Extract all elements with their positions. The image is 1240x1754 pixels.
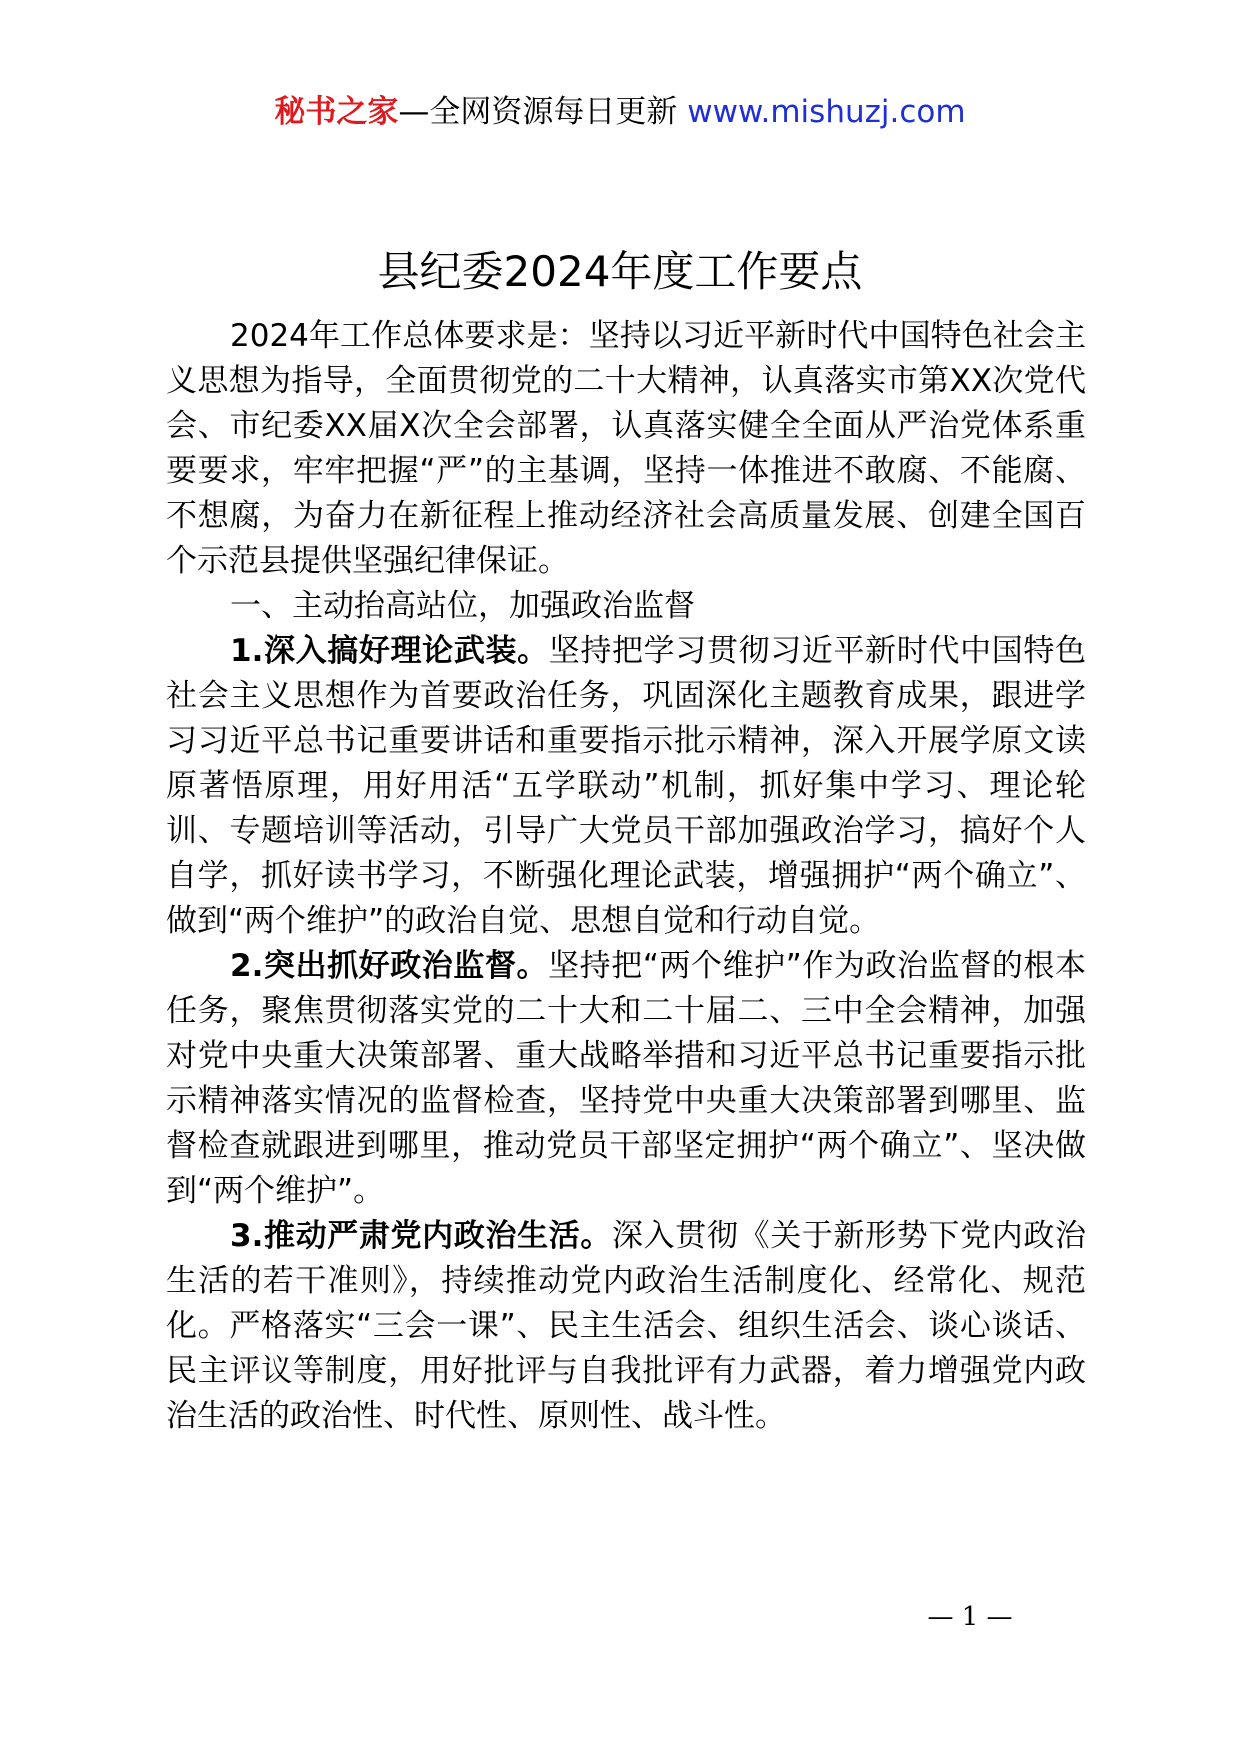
- item-lead-2: 2.突出抓好政治监督。: [230, 948, 549, 984]
- item-paragraph-2: [166, 944, 1086, 1214]
- item-lead-1: 1.深入搞好理论武装。: [230, 633, 549, 669]
- banner-url-link[interactable]: www.mishuzj.com: [687, 94, 966, 130]
- site-banner: [0, 92, 1240, 132]
- banner-slogan: —全网资源每日更新: [398, 94, 678, 130]
- section-heading: 一、主动抬高站位，加强政治监督: [230, 588, 695, 624]
- item-paragraph-3: [166, 1214, 1086, 1439]
- document-title: 县纪委2024年度工作要点: [377, 247, 863, 296]
- banner-brand: 秘书之家: [274, 94, 399, 130]
- item-text-2: 坚持把“两个维护”作为政治监督的根本任务，聚焦贯彻落实党的二十大和二十届二、三中全会精神，加强对党中央重大决策部署、重大战略举措和习近平总书记重要指示批示精神落实情况的监督检查，坚持党中央重大决策部署到哪里、监督检查就跟进到哪里，推动党员干部坚定拥护“两个确立”、坚决做到“两个维护”。: [166, 948, 1086, 1209]
- item-lead-3: 3.推动严肃党内政治生活。: [230, 1218, 613, 1254]
- intro-paragraph: 2024年工作总体要求是：坚持以习近平新时代中国特色社会主义思想为指导，全面贯彻党的二十大精神，认真落实市第XX次党代会、市纪委XX届X次全会部署，认真落实健全全面从严治党体系重要要求，牢牢把握“严”的主基调，坚持一体推进不敢腐、不能腐、不想腐，为奋力在新征程上推动经济社会高质量发展、创建全国百个示范县提供坚强纪律保证。: [166, 318, 1086, 579]
- item-text-3: 深入贯彻《关于新形势下党内政治生活的若干准则》，持续推动党内政治生活制度化、经常化、规范化。严格落实“三会一课”、民主生活会、组织生活会、谈心谈话、民主评议等制度，用好批评与自我批评有力武器，着力增强党内政治生活的政治性、时代性、原则性、战斗性。: [166, 1218, 1086, 1434]
- page-number: — 1 —: [927, 1602, 1013, 1632]
- document-body: [166, 314, 1086, 1439]
- item-text-1: 坚持把学习贯彻习近平新时代中国特色社会主义思想作为首要政治任务，巩固深化主题教育成果，跟进学习习近平总书记重要讲话和重要指示批示精神，深入开展学原文读原著悟原理，用好用活“五学联动”机制，抓好集中学习、理论轮训、专题培训等活动，引导广大党员干部加强政治学习，搞好个人自学，抓好读书学习，不断强化理论武装，增强拥护“两个确立”、做到“两个维护”的政治自觉、思想自觉和行动自觉。: [166, 633, 1086, 939]
- item-paragraph-1: [166, 629, 1086, 944]
